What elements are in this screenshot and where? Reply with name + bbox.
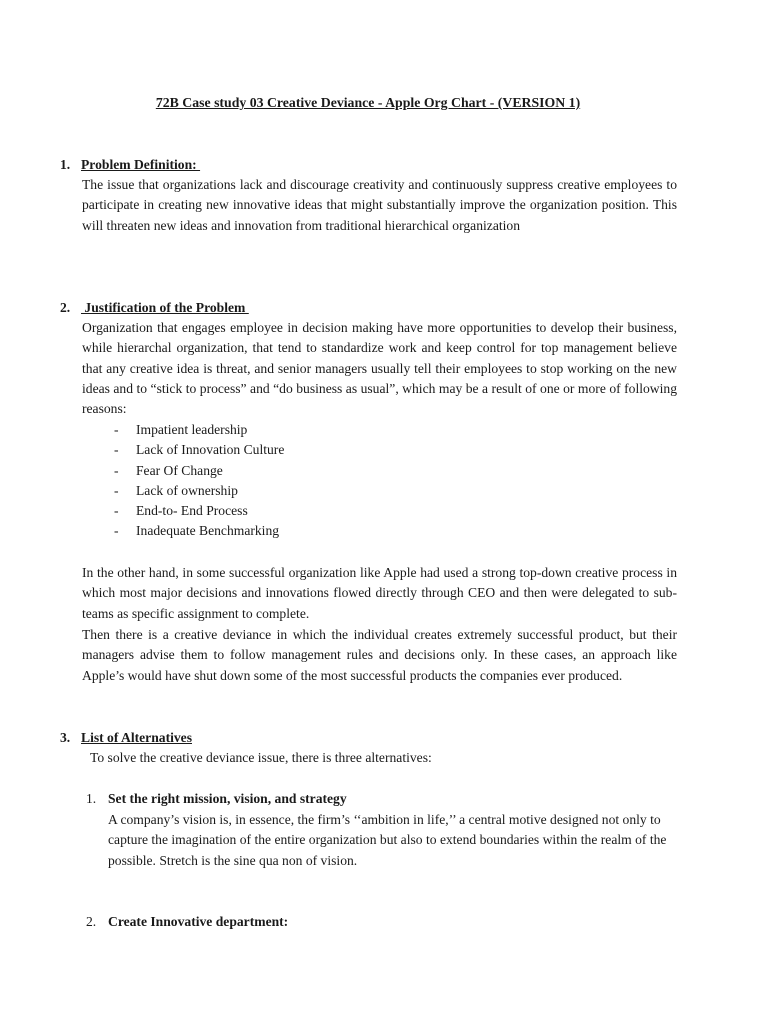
bullet-marker: - bbox=[114, 462, 119, 478]
section-3-title: List of Alternatives bbox=[81, 730, 192, 745]
section-2-apple-paragraph: In the other hand, in some successful organization like Apple had used a strong top-down creative process in which most major decisions and innovations flowed directly through CEO and then were delegated to sub-teams as specific assignment to complete. bbox=[82, 565, 677, 621]
alternative-2-heading bbox=[86, 912, 288, 932]
section-1-heading bbox=[60, 155, 200, 175]
reasons-list bbox=[114, 420, 284, 542]
list-item bbox=[114, 461, 284, 481]
list-item bbox=[114, 501, 284, 521]
reason-text: Fear Of Change bbox=[136, 462, 223, 478]
alternative-2-title: Create Innovative department: bbox=[108, 914, 289, 929]
document-title: 72B Case study 03 Creative Deviance - Apple Org Chart - (VERSION 1) bbox=[155, 95, 581, 110]
section-2-body: Organization that engages employee in decision making have more opportunities to develop their business, while hierarchal organization, that tend to standardize work and keep control for top management believe that any creative idea is threat, and senior managers usually tell their employees to stop working on the new ideas and to “stick to process” and “do business as usual”, which may be a result of one or more of following reasons: bbox=[82, 320, 677, 417]
bullet-marker: - bbox=[114, 422, 119, 437]
alternative-1-number: 1. bbox=[86, 791, 97, 806]
list-item bbox=[114, 440, 284, 460]
section-2-title: Justification of the Problem bbox=[81, 300, 249, 315]
list-item bbox=[114, 420, 284, 440]
alternative-1-title: Set the right mission, vision, and strategy bbox=[108, 791, 347, 806]
bullet-marker: - bbox=[114, 482, 119, 498]
reason-text: Impatient leadership bbox=[136, 422, 248, 437]
section-3-intro: To solve the creative deviance issue, there is three alternatives: bbox=[90, 750, 432, 765]
section-1-number: 1. bbox=[60, 157, 71, 172]
bullet-marker: - bbox=[114, 523, 119, 539]
reason-text: Inadequate Benchmarking bbox=[136, 523, 280, 539]
section-1-body: The issue that organizations lack and discourage creativity and continuously suppress creative employees to participate in creating new innovative ideas that might substantially improve the organization position. This will threaten new ideas and innovation from traditional hierarchical organization bbox=[82, 177, 677, 233]
alternative-2-number: 2. bbox=[86, 914, 97, 929]
reason-text: End-to- End Process bbox=[136, 503, 248, 519]
section-2-number: 2. bbox=[60, 300, 71, 315]
bullet-marker: - bbox=[114, 442, 119, 458]
alternative-1-body: A company’s vision is, in essence, the firm’s ‘‘ambition in life,’’ a central motive designed not only to capture the imagination of the entire organization but also to extend boundaries within the realm of the possible. Stretch is the sine qua non of vision. bbox=[108, 812, 667, 868]
reason-text: Lack of ownership bbox=[136, 482, 238, 498]
section-3-number: 3. bbox=[60, 730, 71, 745]
list-item bbox=[114, 481, 284, 501]
section-2-heading bbox=[60, 298, 249, 318]
section-2-deviance-paragraph: Then there is a creative deviance in which the individual creates extremely successful product, but their managers advise them to follow management rules and decisions only. In these cases, an approach like Apple’s would have shut down some of the most successful products the companies ever produced. bbox=[82, 627, 677, 683]
reason-text: Lack of Innovation Culture bbox=[136, 442, 285, 458]
bullet-marker: - bbox=[114, 503, 119, 519]
section-3-heading bbox=[60, 728, 192, 748]
alternative-1-heading bbox=[86, 789, 347, 809]
list-item bbox=[114, 521, 284, 541]
section-1-title: Problem Definition: bbox=[81, 157, 201, 172]
